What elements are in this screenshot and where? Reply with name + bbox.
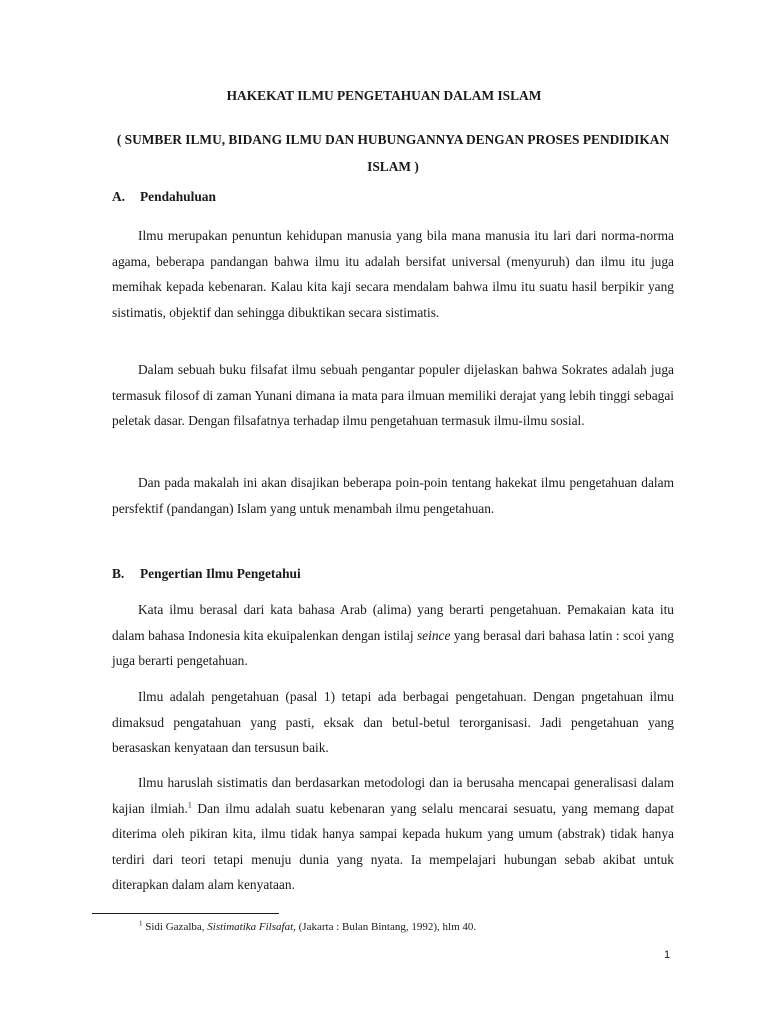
footnote-text-start: Sidi Gazalba, — [142, 921, 208, 933]
footnote — [139, 920, 476, 934]
section-b-title: Pengertian Ilmu Pengetahui — [140, 566, 301, 581]
footnote-text-end: (Jakarta : Bulan Bintang, 1992), hlm 40. — [295, 921, 477, 933]
section-a-letter: A. — [112, 189, 126, 204]
page-number: 1 — [664, 949, 671, 961]
footnote-divider — [92, 913, 279, 914]
paragraph-5: Ilmu adalah pengetahuan (pasal 1) tetapi ada berbagai pengetahuan. Dengan pngetahuan ilmu dimaksud pengatahuan yang pasti, eksak dan betul-betul terorganisasi. Jadi pengetahuan yang berasaskan kenyataan dan tersusun baik. — [112, 689, 674, 756]
document-title: HAKEKAT ILMU PENGETAHUAN DALAM ISLAM — [226, 88, 542, 103]
footnote-reference[interactable]: 1 — [187, 800, 192, 810]
section-a-title: Pendahuluan — [140, 189, 216, 204]
paragraph-1: Ilmu merupakan penuntun kehidupan manusia yang bila mana manusia itu lari dari norma-norma agama, beberapa pandangan bahwa ilmu itu adalah bersifat universal (menyuruh) dan ilmu itu juga memihak kepada kebenaran. Kalau kita kaji secara mendalam bahwa ilmu itu suatu hasil berpikir yang sistimatis, objektif dan sehingga dibuktikan secara sistimatis. — [112, 228, 674, 320]
document-subtitle: ( SUMBER ILMU, BIDANG ILMU DAN HUBUNGANNYA DENGAN PROSES PENDIDIKAN ISLAM ) — [116, 132, 670, 174]
section-b-letter: B. — [112, 566, 125, 581]
paragraph-4-text-start: Kata ilmu berasal dari kata bahasa Arab (alima) yang berarti pengetahuan. Pemakaian kata itu dalam bahasa Indonesia kita ekuipalenkan dengan istilaj — [112, 602, 674, 643]
paragraph-6 — [112, 770, 674, 898]
paragraph-2: Dalam sebuah buku filsafat ilmu sebuah pengantar populer dijelaskan bahwa Sokrates adalah juga termasuk filosof di zaman Yunani dimana ia mata para ilmuan memiliki derajat yang lebih tinggi sebagai peletak dasar. Dengan filsafatnya terhadap ilmu pengetahuan termasuk ilmu-ilmu sosial. — [112, 362, 674, 429]
footnote-number: 1 — [139, 919, 143, 928]
paragraph-6-text-start: Ilmu haruslah sistimatis dan berdasarkan metodologi dan ia berusaha mencapai generalisasi dalam kajian ilmiah. — [112, 775, 674, 816]
paragraph-4 — [112, 597, 674, 674]
paragraph-4-italic-term: seince — [416, 627, 451, 643]
section-b-heading — [112, 565, 301, 583]
paragraph-3: Dan pada makalah ini akan disajikan beberapa poin-poin tentang hakekat ilmu pengetahuan dalam persfektif (pandangan) Islam yang untuk menambah ilmu pengetahuan. — [112, 475, 674, 516]
footnote-book-title: Sistimatika Filsafat, — [207, 921, 296, 933]
paragraph-4-text-end: yang berasal dari bahasa latin : scoi yang juga berarti pengetahuan. — [112, 627, 674, 669]
paragraph-6-text-end: Dan ilmu adalah suatu kebenaran yang selalu mencarai sesuatu, yang memang dapat diterima oleh pikiran kita, ilmu tidak hanya sampai kepada hukum yang umum (abstrak) tidak hanya terdiri dari teori tetapi menuju dunia yang nyata. Ia mempelajari hubungan sebab akibat untuk diterapkan dalam alam kenyataan. — [112, 800, 674, 893]
section-a-heading — [112, 188, 216, 206]
